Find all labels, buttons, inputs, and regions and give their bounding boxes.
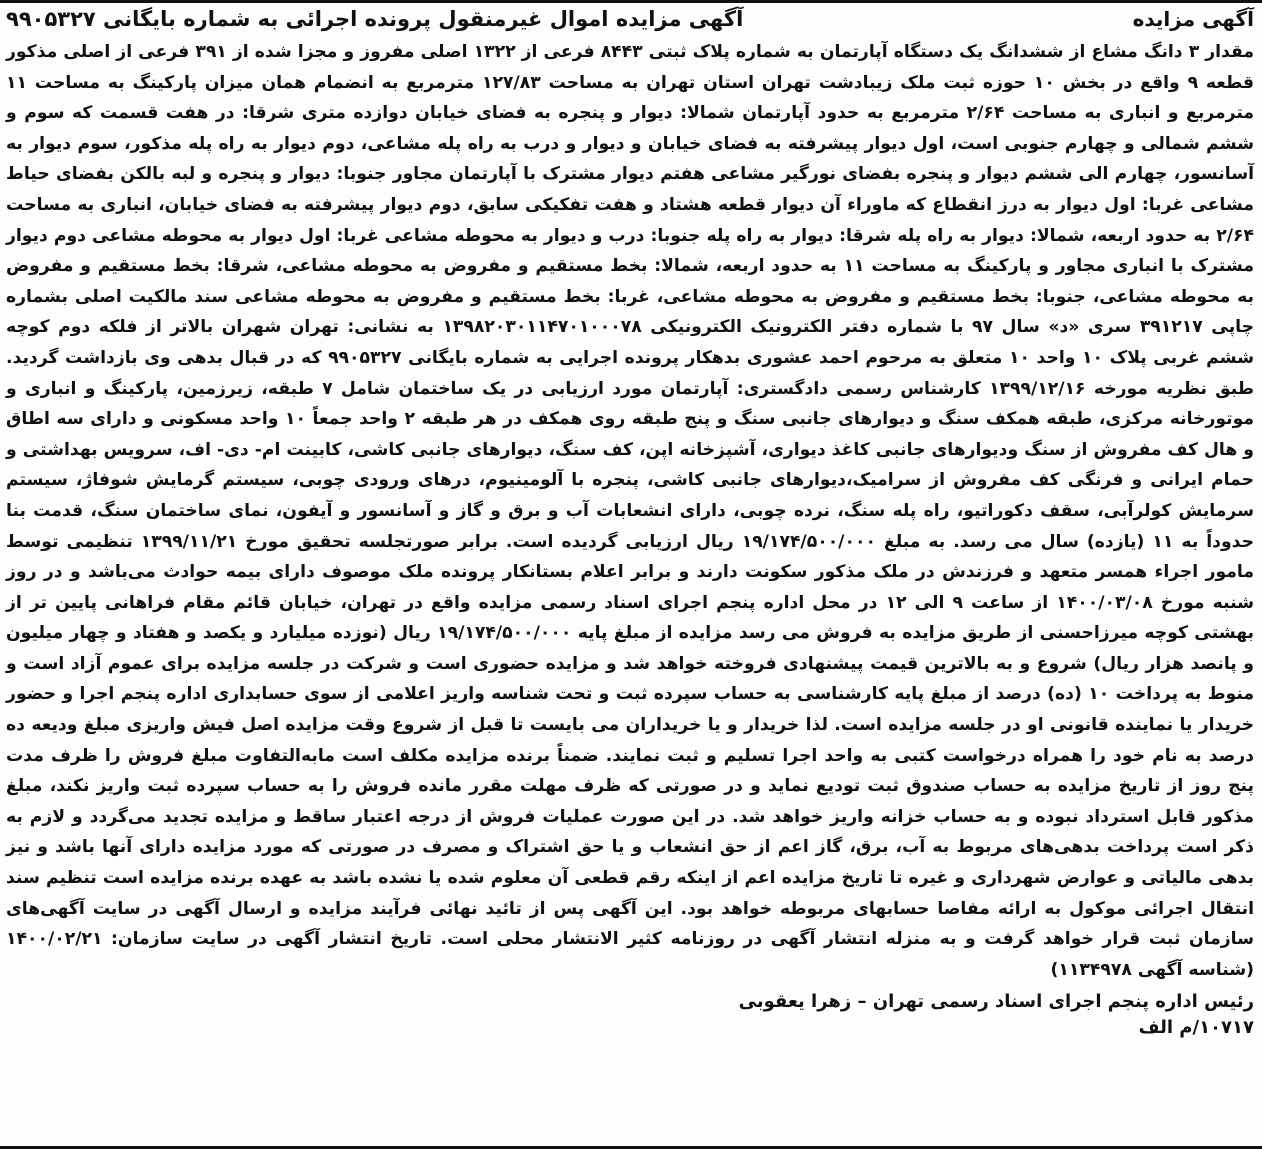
notice-label: آگهی مزایده	[1132, 7, 1254, 31]
auction-notice	[6, 7, 1254, 1142]
notice-signature: رئیس اداره پنجم اجرای اسناد رسمی تهران – زهرا یعقوبی	[738, 991, 1254, 1013]
notice-header	[6, 7, 1254, 37]
notice-reference-code: ۱۰۷۱۷/م الف	[1138, 1017, 1254, 1039]
notice-body: مقدار ۳ دانگ مشاع از ششدانگ یک دستگاه آپارتمان به شماره پلاک ثبتی ۸۴۴۳ فرعی از ۱۳۲۲ اصلی مفروز و مجزا شده از ۳۹۱ فرعی از اصلی مذکور قطعه ۹ واقع در بخش ۱۰ حوزه ثبت ملک زیبادشت تهران استان تهران به مساحت ۱۲۷/۸۳ مترمربع به انضمام همان میزان پارکینگ به مساحت ۱۱ مترمربع و انباری به مساحت ۲/۶۴ مترمربع به حدود آپارتمان شمالا: دیوار و پنجره به فضای خیابان دوازده متری شرقا: در هفت قسمت که سوم و ششم شمالی و چهارم جنوبی است، اول دیوار پیشرفته به فضای خیابان و دیوار و درب به راه پله مشاعی، دوم دیوار به راه پله مذکور، سوم دیوار به آسانسور، چهارم الی ششم دیوار و پنجره بفضای نورگیر مشاعی هفتم دیوار مشترک با آپارتمان مجاور جنوبا: دیوار و پنجره و لبه بالکن بفضای حیاط مشاعی غربا: اول دیوار به درز انقطاع که ماوراء آن دیوار قطعه هشتاد و هفت تفکیکی سابق، دوم دیوار پیشرفته به فضای خیابان، انباری به مساحت ۲/۶۴ به حدود اربعه، شمالا: دیوار به راه پله شرقا: دیوار به راه پله جنوبا: درب و دیوار به محوطه مشاعی غربا: اول دیوار به محوطه مشاعی دوم دیوار مشترک با انباری مجاور و پارکینگ به مساحت ۱۱ به حدود اربعه، شمالا: بخط مستقیم و مفروض به محوطه مشاعی، شرقا: بخط مستقیم و مفروض به محوطه مشاعی، جنوبا: بخط مستقیم و مفروض به محوطه مشاعی، غربا: بخط مستقیم و مفروض به محوطه مشاعی سند مالکیت اصلی بشماره چاپی ۳۹۱۲۱۷ سری «د» سال ۹۷ با شماره دفتر الکترونیک الکترونیکی ۱۳۹۸۲۰۳۰۱۱۴۷۰۱۰۰۰۷۸ به نشانی: تهران شهران بالاتر از فلکه دوم کوچه ششم غربی پلاک ۱۰ واحد ۱۰ متعلق به مرحوم احمد عشوری بدهکار پرونده اجرایی به شماره بایگانی ۹۹۰۵۳۲۷ که در قبال بدهی وی بازداشت گردید. طبق نظریه مورخه ۱۳۹۹/۱۲/۱۶ کارشناس رسمی دادگستری: آپارتمان مورد ارزیابی در یک ساختمان شامل ۷ طبقه، زیرزمین، پارکینگ و انباری و موتورخانه مرکزی، طبقه همکف سنگ و دیوارهای جانبی سنگ و پنج طبقه روی همکف در هر طبقه ۲ واحد جمعاً ۱۰ واحد مسکونی و دارای سه اطاق و هال کف مفروش از سنگ ودیوارهای جانبی کاغذ دیواری، آشپزخانه اپن، کف سنگ، دیوارهای جانبی کاشی، کابینت ام- دی- اف، سرویس بهداشتی و حمام ایرانی و فرنگی کف مفروش از سرامیک،دیوارهای جانبی کاشی، پنجره با آلومینیوم، درهای ورودی چوبی، سیستم گرمایش شوفاژ، سیستم سرمایش کولرآبی، سقف دکوراتیو، راه پله سنگ، نرده چوبی، دارای انشعابات آب و برق و گاز و آسانسور و آیفون، نمای ساختمان سنگ، قدمت بنا حدوداً به ۱۱ (یازده) سال می رسد. به مبلغ ۱۹/۱۷۴/۵۰۰/۰۰۰ ریال ارزیابی گردیده است. برابر صورتجلسه تحقیق مورخ ۱۳۹۹/۱۱/۲۱ تنظیمی توسط مامور اجراء همسر متعهد و فرزندش در ملک مذکور سکونت دارند و برابر اعلام بستانکار پرونده ملک موصوف دارای بیمه حوادث می‌باشد و در روز شنبه مورخ ۱۴۰۰/۰۳/۰۸ از ساعت ۹ الی ۱۲ در محل اداره پنجم اجرای اسناد رسمی مزایده واقع در تهران، خیابان قائم مقام فراهانی پایین تر از بهشتی کوچه میرزاحسنی از طریق مزایده به فروش می رسد مزایده از مبلغ پایه ۱۹/۱۷۴/۵۰۰/۰۰۰ ریال (نوزده میلیارد و یکصد و هفتاد و چهار میلیون و پانصد هزار ریال) شروع و به بالاترین قیمت پیشنهادی فروخته خواهد شد و مزایده حضوری است و شرکت در جلسه مزایده برای عموم آزاد است و منوط به پرداخت ۱۰ (ده) درصد از مبلغ پایه کارشناسی به حساب سپرده ثبت و تحت شناسه واریز اعلامی از سوی حسابداری اداره پنجم اجرا و حضور خریدار یا نماینده قانونی او در جلسه مزایده است. لذا خریدار و یا خریداران می بایست تا قبل از شروع وقت مزایده اصل فیش واریزی مبلغ ودیعه ده درصد به نام خود را همراه درخواست کتبی به واحد اجرا تسلیم و ثبت نمایند. ضمناً برنده مزایده مکلف است مابه‌التفاوت مبلغ فروش را ظرف مدت پنج روز از تاریخ مزایده به حساب صندوق ثبت تودیع نماید و در صورتی که ظرف مهلت مقرر مانده فروش را به حساب سپرده ثبت واریز نکند، مبلغ مذکور قابل استرداد نبوده و به حساب خزانه واریز خواهد شد. در این صورت عملیات فروش از درجه اعتبار ساقط و مزایده تجدید می‌گردد و لازم به ذکر است پرداخت بدهی‌های مربوط به آب، برق، گاز اعم از حق انشعاب و یا حق اشتراک و مصرف در صورتی که مورد مزایده دارای آنها باشد و نیز بدهی مالیاتی و عوارض شهرداری و غیره تا تاریخ مزایده اعم از اینکه رقم قطعی آن معلوم شده یا نشده باشد به عهده برنده مزایده است تنظیم سند انتقال اجرائی موکول به ارائه مفاصا حسابهای مربوطه خواهد بود. این آگهی پس از تائید نهائی فرآیند مزایده و ارسال آگهی در سایت آگهی‌های سازمان ثبت قرار خواهد گرفت و به منزله انتشار آگهی در روزنامه کثیر الانتشار محلی است. تاریخ انتشار آگهی در سایت سازمان: ۱۴۰۰/۰۲/۲۱ (شناسه آگهی ۱۱۳۴۹۷۸)	[6, 42, 1255, 980]
notice-title: آگهی مزایده اموال غیرمنقول پرونده اجرائی به شماره بایگانی ۹۹۰۵۳۲۷	[6, 7, 744, 31]
notice-footer	[6, 989, 1254, 1041]
